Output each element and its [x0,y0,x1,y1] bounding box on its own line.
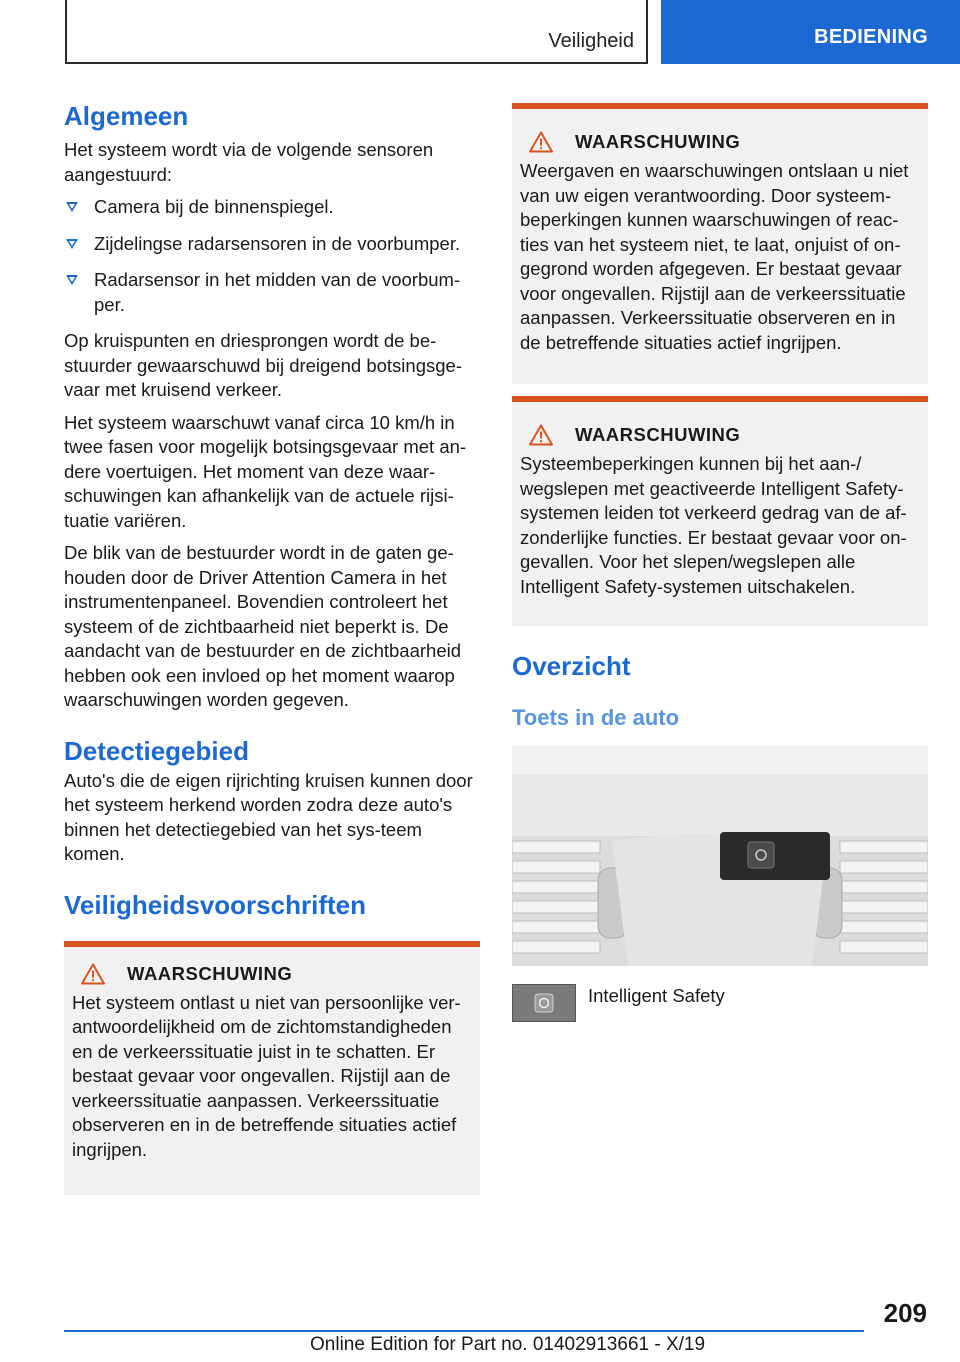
detectie-paragraph: Auto's die de eigen rijrichting kruisen kunnen door het systeem herkend worden zodra deze auto's binnen het detectiegebied van het sys‐teem komen. [64,769,473,864]
warning-triangle-icon [529,131,553,153]
chapter-tab-label: BEDIENING [814,25,928,48]
heading-detectiegebied: Detectiegebied [64,735,249,766]
chapter-tab [661,0,960,64]
body-paragraph: Het systeem waarschuwt vanaf circa 10 km/h in twee fasen voor mogelijk botsingsgevaar met an‐dere voertuigen. Het moment van deze waar‐schuwingen kan afhankelijk van de actuele rijsi‐tuatie variëren. [64,411,467,531]
warning-text: Het systeem ontlast u niet van persoonlijke ver‐antwoordelijkheid om de zichtomstandigheden en de verkeerssituatie juist in te schatten. Er bestaat gevaar voor ongevallen. Rijstijl aan de verkeerssituatie aanpassen. Verkeerssituatie observeren en in de betreffende situaties actief ingrijpen. [72,991,461,1160]
warning-box [512,103,928,384]
warning-title: WAARSCHUWING [127,962,293,984]
warning-box [512,396,928,626]
bullet-triangle-icon [66,202,78,212]
heading-overzicht: Overzicht [512,651,631,681]
section-title: Veiligheid [548,30,634,52]
warning-title: WAARSCHUWING [575,424,741,445]
subheading-toets: Toets in de auto [512,705,680,730]
body-paragraph: De blik van de bestuurder wordt in de gaten ge‐houden door de Driver Attention Camera in het instrumentenpaneel. Bovendien controleert het systeem of de zichtbaarheid niet beperkt is. De aandacht van de bestuurder en de zichtbaarheid hebben ook een invloed op het moment waarop waarschuwingen worden gegeven. [64,542,462,710]
warning-text: Weergaven en waarschuwingen ontslaan u niet van uw eigen verantwoording. Door systeem‐beperkingen kunnen waarschuwingen of reac‐ties van het systeem niet, te laat, onjuist of on‐gegrond worden afgegeven. Er bestaat gevaar voor ongevallen. Rijstijl aan de verkeerssituatie aanpassen. Verkeerssituatie observeren en in de betreffende situaties actief ingrijpen. [520,160,909,353]
list-item: Radarsensor in het midden van de voorbum‐per. [64,268,480,317]
heading-veiligheidsvoorschriften: Veiligheidsvoorschriften [64,889,366,920]
warning-text: Systeembeperkingen kunnen bij het aan-/ wegslepen met geactiveerde Intelligent Safety-systemen leiden tot verkeerd gedrag van de af‐zonderlijke functies. Er bestaat gevaar voor on‐gevallen. Voor het slepen/wegslepen alle Intelligent Safety-systemen uitschakelen. [520,453,907,597]
heading-algemeen: Algemeen [64,101,189,131]
warning-triangle-icon [81,963,105,985]
footer-rule [64,1330,864,1332]
body-paragraph: Op kruispunten en driesprongen wordt de be‐stuurder gewaarschuwd bij dreigend botsingsge‐vaar met kruisend verkeer. [64,330,462,400]
list-item: Camera bij de binnenspiegel. [64,195,480,220]
intro-paragraph: Het systeem wordt via de volgende sensoren aangestuurd: [64,139,434,185]
warning-triangle-icon [529,424,553,446]
intelligent-safety-button-icon [512,984,576,1022]
warning-box [64,941,480,1195]
dashboard-button-photo [512,746,928,966]
dashboard-illustration [512,746,928,966]
legend-row [512,984,928,1022]
footer-edition: Online Edition for Part no. 01402913661 - X/19 [310,1334,706,1355]
page-number: 209 [883,1298,927,1328]
warning-title: WAARSCHUWING [575,131,741,152]
left-column [64,100,480,1195]
right-column [512,103,928,1022]
legend-label: Intelligent Safety [588,985,725,1006]
list-item: Zijdelingse radarsensoren in de voorbumper. [64,232,480,257]
bullet-triangle-icon [66,239,78,249]
sensor-list [64,195,480,317]
bullet-triangle-icon [66,275,78,285]
